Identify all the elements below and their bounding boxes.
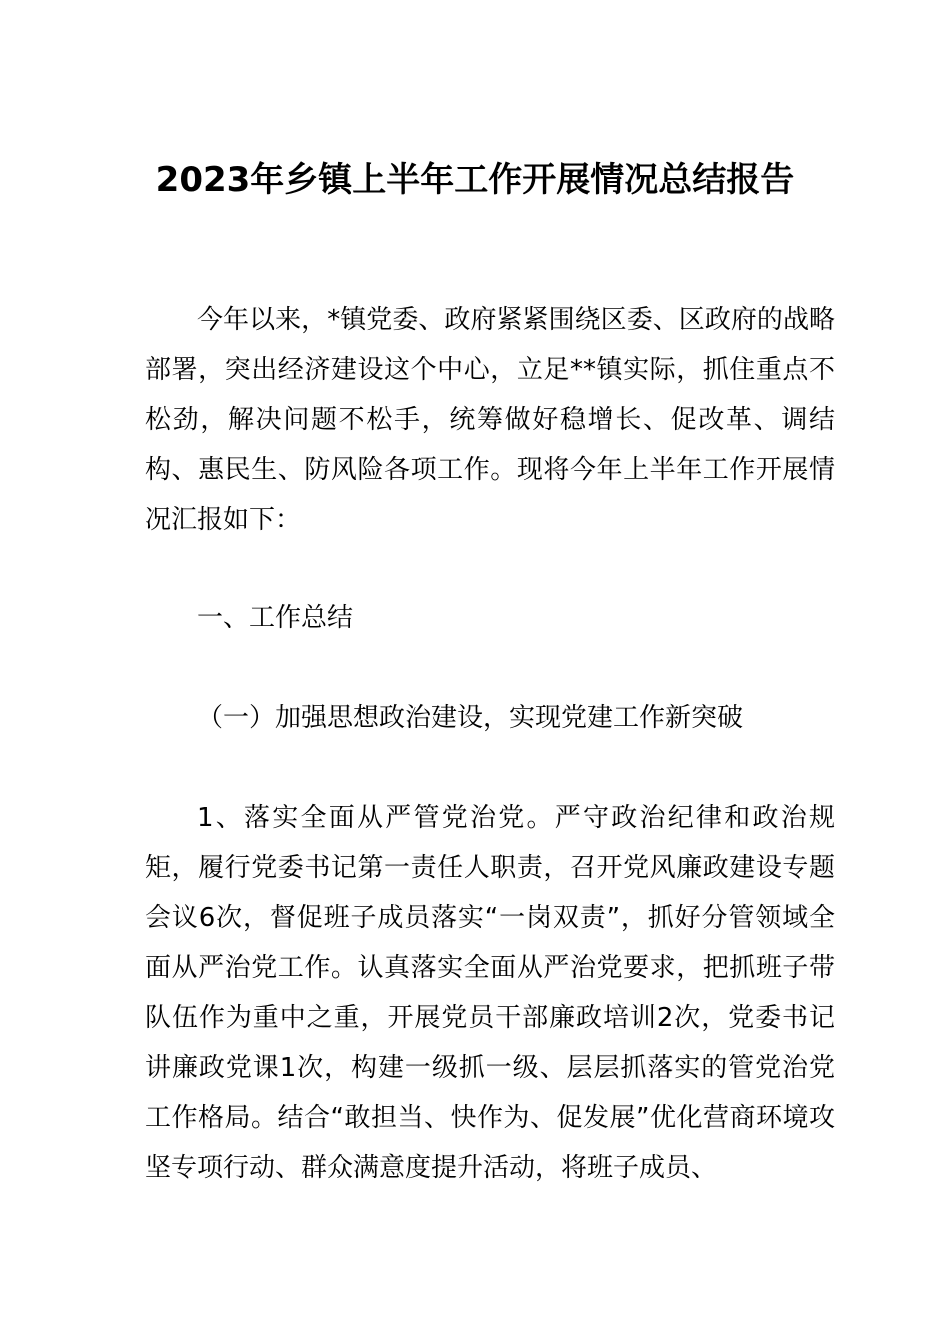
item-paragraph: 1、落实全面从严管党治党。严守政治纪律和政治规矩，履行党委书记第一责任人职责，召开党风廉政建设专题会议6次，督促班子成员落实“一岗双责”，抓好分管领域全面从严治党工作。认真落实全面从严治党要求，把抓班子带队伍作为重中之重，开展党员干部廉政培训2次，党委书记讲廉政党课1次，构建一级抓一级、层层抓落实的管党治党工作格局。结合“敢担当、快作为、促发展”优化营商环境攻坚专项行动、群众满意度提升活动，将班子成员、 [145, 803, 835, 1183]
document-title: 2023年乡镇上半年工作开展情况总结报告 [155, 160, 795, 200]
intro-paragraph: 今年以来，*镇党委、政府紧紧围绕区委、区政府的战略部署，突出经济建设这个中心，立足**镇实际，抓住重点不松劲，解决问题不松手，统筹做好稳增长、促改革、调结构、惠民生、防风险各项工作。现将今年上半年工作开展情况汇报如下： [145, 305, 835, 535]
section-heading: 一、工作总结 [197, 603, 354, 633]
subsection-heading: （一）加强思想政治建设，实现党建工作新突破 [197, 703, 744, 733]
